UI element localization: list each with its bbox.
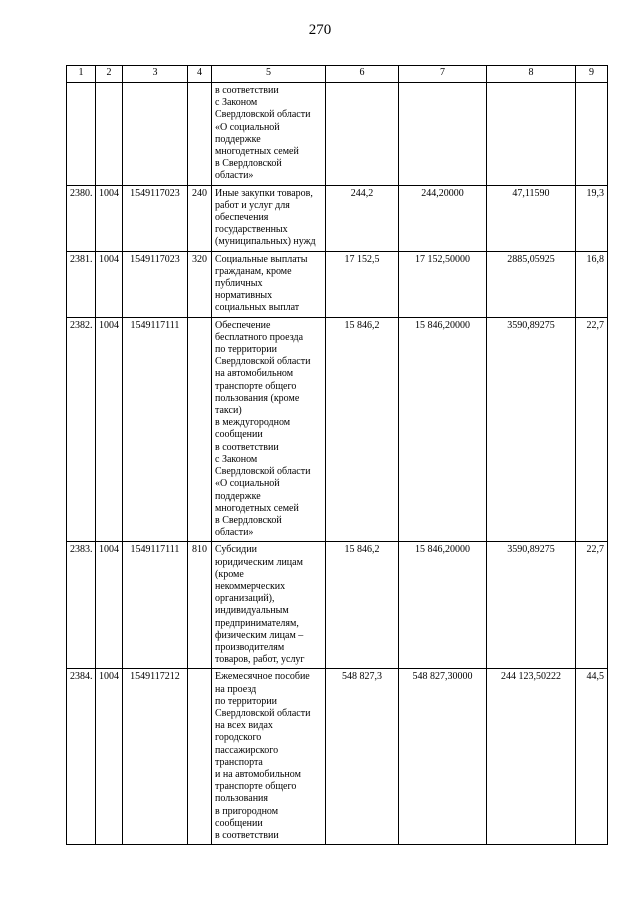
expense-type-cell bbox=[188, 669, 212, 845]
row-number-cell: 2383. bbox=[67, 542, 96, 669]
description-line: (муниципальных) нужд bbox=[215, 236, 316, 248]
target-code-cell: 1549117111 bbox=[123, 542, 188, 669]
description-line: сообщении bbox=[215, 817, 263, 829]
percent-cell: 19,3 bbox=[576, 185, 608, 251]
description-cell bbox=[212, 251, 326, 317]
expense-type-cell bbox=[188, 83, 212, 186]
description-line: юридическим лицам bbox=[215, 556, 303, 568]
description-line: многодетных семей bbox=[215, 146, 299, 158]
description-line: в пригородном bbox=[215, 805, 279, 817]
target-code-cell: 1549117023 bbox=[123, 251, 188, 317]
description-cell bbox=[212, 317, 326, 542]
description-line: городского bbox=[215, 732, 262, 744]
amount-cell: 15 846,2 bbox=[326, 542, 399, 669]
description-line: пользования (кроме bbox=[215, 392, 300, 404]
section-code-cell: 1004 bbox=[96, 542, 123, 669]
description-line: транспорте общего bbox=[215, 380, 297, 392]
target-code-cell bbox=[123, 83, 188, 186]
description-line: Социальные выплаты bbox=[215, 253, 308, 265]
header-cell: 1 bbox=[67, 66, 96, 83]
description-line: гражданам, кроме bbox=[215, 265, 292, 277]
description-line: с Законом bbox=[215, 453, 258, 465]
page-number: 270 bbox=[308, 22, 332, 38]
description-line: Ежемесячное пособие bbox=[215, 671, 310, 683]
row-number-cell: 2382. bbox=[67, 317, 96, 542]
table-row bbox=[67, 185, 608, 251]
description-line: предпринимателям, bbox=[215, 617, 299, 629]
amount-cell bbox=[326, 83, 399, 186]
description-line: на автомобильном bbox=[215, 368, 294, 380]
header-cell: 9 bbox=[576, 66, 608, 83]
percent-cell bbox=[576, 83, 608, 186]
header-cell: 6 bbox=[326, 66, 399, 83]
table-row bbox=[67, 542, 608, 669]
executed-cell: 47,11590 bbox=[487, 185, 576, 251]
executed-cell: 2885,05925 bbox=[487, 251, 576, 317]
section-code-cell: 1004 bbox=[96, 251, 123, 317]
description-cell bbox=[212, 83, 326, 186]
description-line: в междугородном bbox=[215, 417, 291, 429]
row-number-cell: 2384. bbox=[67, 669, 96, 845]
amount-cell: 17 152,5 bbox=[326, 251, 399, 317]
description-line: области» bbox=[215, 527, 254, 539]
expense-type-cell: 810 bbox=[188, 542, 212, 669]
percent-cell: 22,7 bbox=[576, 542, 608, 669]
percent-cell: 22,7 bbox=[576, 317, 608, 542]
table-row bbox=[67, 669, 608, 845]
amount-precise-cell: 15 846,20000 bbox=[399, 542, 487, 669]
target-code-cell: 1549117111 bbox=[123, 317, 188, 542]
description-line: «О социальной bbox=[215, 478, 280, 490]
description-line: и на автомобильном bbox=[215, 768, 301, 780]
description-line: бесплатного проезда bbox=[215, 331, 304, 343]
expense-type-cell: 320 bbox=[188, 251, 212, 317]
description-line: по территории bbox=[215, 695, 277, 707]
target-code-cell: 1549117023 bbox=[123, 185, 188, 251]
description-line: индивидуальным bbox=[215, 605, 289, 617]
description-line: в соответствии bbox=[215, 85, 279, 96]
description-cell bbox=[212, 542, 326, 669]
description-line: в соответствии bbox=[215, 829, 279, 841]
description-line: в Свердловской bbox=[215, 158, 282, 170]
description-line: Иные закупки товаров, bbox=[215, 187, 313, 199]
description-line: Субсидии bbox=[215, 544, 257, 556]
description-line: (кроме bbox=[215, 568, 244, 580]
description-cell bbox=[212, 185, 326, 251]
description-line: Обеспечение bbox=[215, 319, 271, 331]
description-line: в Свердловской bbox=[215, 514, 282, 526]
description-line: работ и услуг для bbox=[215, 199, 290, 211]
description-line: в соответствии bbox=[215, 441, 279, 453]
header-cell: 7 bbox=[399, 66, 487, 83]
description-line: на всех видах bbox=[215, 720, 273, 732]
executed-cell: 3590,89275 bbox=[487, 542, 576, 669]
description-line: организаций), bbox=[215, 593, 275, 605]
description-cell bbox=[212, 669, 326, 845]
description-line: пассажирского bbox=[215, 744, 279, 756]
description-line: пользования bbox=[215, 793, 268, 805]
header-cell: 8 bbox=[487, 66, 576, 83]
description-line: обеспечения bbox=[215, 212, 269, 224]
expense-type-cell bbox=[188, 317, 212, 542]
header-cell: 4 bbox=[188, 66, 212, 83]
description-line: физическим лицам – bbox=[215, 629, 304, 641]
budget-table bbox=[66, 65, 608, 845]
table-header-row bbox=[67, 66, 608, 83]
section-code-cell: 1004 bbox=[96, 669, 123, 845]
description-line: Свердловской области bbox=[215, 466, 311, 478]
header-cell: 5 bbox=[212, 66, 326, 83]
description-line: с Законом bbox=[215, 97, 258, 109]
description-line: области» bbox=[215, 170, 254, 182]
row-number-cell: 2380. bbox=[67, 185, 96, 251]
header-cell: 3 bbox=[123, 66, 188, 83]
description-line: по территории bbox=[215, 344, 277, 356]
amount-precise-cell: 244,20000 bbox=[399, 185, 487, 251]
amount-precise-cell bbox=[399, 83, 487, 186]
table-row bbox=[67, 317, 608, 542]
expense-type-cell: 240 bbox=[188, 185, 212, 251]
amount-cell: 548 827,3 bbox=[326, 669, 399, 845]
description-line: государственных bbox=[215, 224, 288, 236]
table-body bbox=[67, 83, 608, 845]
description-line: Свердловской области bbox=[215, 707, 311, 719]
description-line: нормативных bbox=[215, 290, 273, 302]
description-line: на проезд bbox=[215, 683, 257, 695]
row-number-cell bbox=[67, 83, 96, 186]
amount-cell: 244,2 bbox=[326, 185, 399, 251]
section-code-cell: 1004 bbox=[96, 317, 123, 542]
description-line: такси) bbox=[215, 405, 242, 417]
description-line: социальных выплат bbox=[215, 302, 300, 314]
amount-precise-cell: 15 846,20000 bbox=[399, 317, 487, 542]
executed-cell bbox=[487, 83, 576, 186]
description-line: некоммерческих bbox=[215, 580, 286, 592]
table-row bbox=[67, 83, 608, 186]
amount-precise-cell: 548 827,30000 bbox=[399, 669, 487, 845]
amount-precise-cell: 17 152,50000 bbox=[399, 251, 487, 317]
percent-cell: 16,8 bbox=[576, 251, 608, 317]
row-number-cell: 2381. bbox=[67, 251, 96, 317]
table-row bbox=[67, 251, 608, 317]
description-line: Свердловской области bbox=[215, 109, 311, 121]
target-code-cell: 1549117212 bbox=[123, 669, 188, 845]
description-line: поддержке bbox=[215, 490, 261, 502]
description-line: Свердловской области bbox=[215, 356, 311, 368]
description-line: публичных bbox=[215, 278, 263, 290]
executed-cell: 3590,89275 bbox=[487, 317, 576, 542]
section-code-cell: 1004 bbox=[96, 185, 123, 251]
executed-cell: 244 123,50222 bbox=[487, 669, 576, 845]
header-cell: 2 bbox=[96, 66, 123, 83]
description-line: «О социальной bbox=[215, 121, 280, 133]
percent-cell: 44,5 bbox=[576, 669, 608, 845]
description-line: поддержке bbox=[215, 133, 261, 145]
description-line: транспорта bbox=[215, 756, 263, 768]
description-line: многодетных семей bbox=[215, 502, 299, 514]
amount-cell: 15 846,2 bbox=[326, 317, 399, 542]
description-line: сообщении bbox=[215, 429, 263, 441]
section-code-cell bbox=[96, 83, 123, 186]
description-line: производителям bbox=[215, 641, 285, 653]
description-line: товаров, работ, услуг bbox=[215, 654, 305, 666]
description-line: транспорте общего bbox=[215, 781, 297, 793]
